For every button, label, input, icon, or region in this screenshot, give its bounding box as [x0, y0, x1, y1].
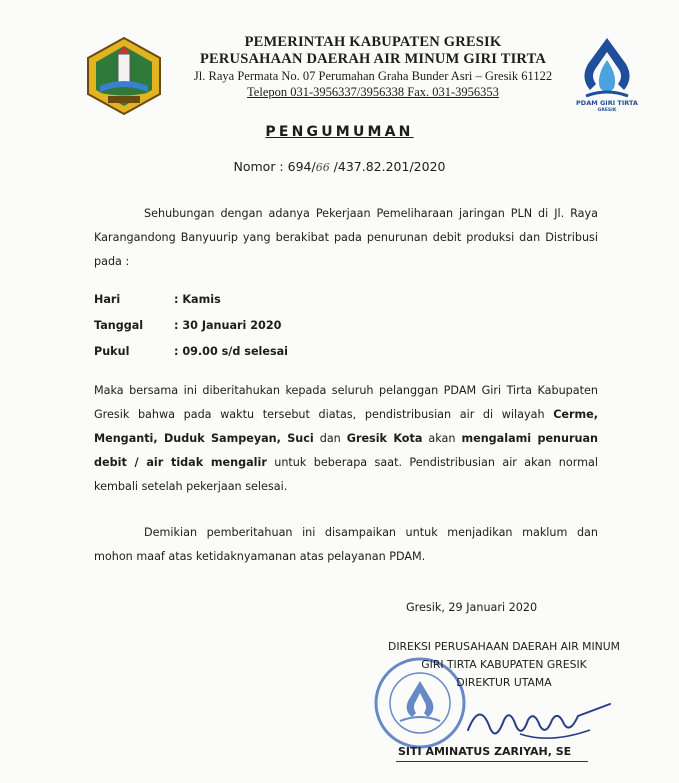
pdam-logo-sub: GRESIK: [597, 108, 617, 113]
signature-block: [364, 638, 644, 692]
signatory-institution: DIREKSI PERUSAHAAN DAERAH AIR MINUM: [388, 640, 620, 653]
letterhead: [0, 0, 679, 112]
hari-value: : Kamis: [174, 293, 221, 306]
company-name: PERUSAHAAN DAERAH AIR MINUM GIRI TIRTA: [199, 51, 547, 67]
p2-areas: Cerme, Menganti, Duduk Sampeyan, Suci: [94, 408, 598, 445]
document-number: [0, 159, 679, 174]
company-phone: Telepon 031-3956337/3956338 Fax. 031-3956353: [247, 85, 499, 99]
number-handwritten: 66: [315, 161, 330, 174]
signatory-underline: [396, 761, 588, 762]
signatory-title: DIREKTUR UTAMA: [456, 676, 552, 689]
document-title: [0, 124, 679, 140]
p2-gresik-kota: Gresik Kota: [346, 432, 423, 445]
letterhead-text: [168, 34, 578, 100]
tanggal-label: Tanggal: [94, 319, 144, 332]
tanggal-value: : 30 Januari 2020: [174, 319, 282, 332]
government-name: PEMERINTAH KABUPATEN GRESIK: [244, 34, 502, 50]
schedule-details: [94, 291, 394, 369]
pdam-logo-label: [567, 99, 647, 115]
detail-row-pukul: [94, 343, 394, 369]
number-prefix: Nomor : 694/: [233, 159, 316, 174]
hari-label: Hari: [94, 293, 121, 306]
number-suffix: /437.82.201/2020: [329, 159, 446, 174]
p2-text-1: Maka bersama ini diberitahukan kepada seluruh pelanggan PDAM Giri Tirta Kabupaten Gresik bahwa pada waktu tersebut diatas, pendistribusian air di wilayah: [94, 384, 598, 421]
handwritten-signature: [460, 690, 620, 750]
p2-impact: mengalami penuruan debit / air tidak mengalir: [94, 432, 598, 469]
closing-paragraph: Demikian pemberitahuan ini disampaikan untuk menjadikan maklum dan mohon maaf atas ketidaknyamanan atas pelayanan PDAM.: [94, 526, 598, 563]
pukul-label: Pukul: [94, 345, 130, 358]
p2-text-4: untuk beberapa saat. Pendistribusian air akan normal kembali setelah pekerjaan selesai.: [94, 456, 598, 493]
detail-row-hari: [94, 291, 394, 317]
gresik-crest-logo: [84, 36, 164, 116]
p2-text-2: dan: [313, 432, 347, 445]
announcement-paragraph: [94, 379, 598, 499]
company-address: Jl. Raya Permata No. 07 Perumahan Graha Bunder Asri – Gresik 61122: [193, 69, 553, 83]
signatory-company: GIRI TIRTA KABUPATEN GRESIK: [421, 658, 587, 671]
document-title-text: PENGUMUMAN: [265, 124, 414, 140]
letter-date: Gresik, 29 Januari 2020: [406, 601, 538, 614]
pukul-value: : 09.00 s/d selesai: [174, 345, 289, 358]
detail-row-tanggal: [94, 317, 394, 343]
p2-text-3: akan: [422, 432, 462, 445]
signatory-name: SITI AMINATUS ZARIYAH, SE: [398, 745, 572, 758]
intro-paragraph: Sehubungan dengan adanya Pekerjaan Pemeliharaan jaringan PLN di Jl. Raya Karangandong Banyuurip yang berakibat pada penurunan debit produksi dan Distribusi pada :: [94, 207, 598, 268]
pdam-logo-name: PDAM GIRI TIRTA: [576, 99, 638, 107]
